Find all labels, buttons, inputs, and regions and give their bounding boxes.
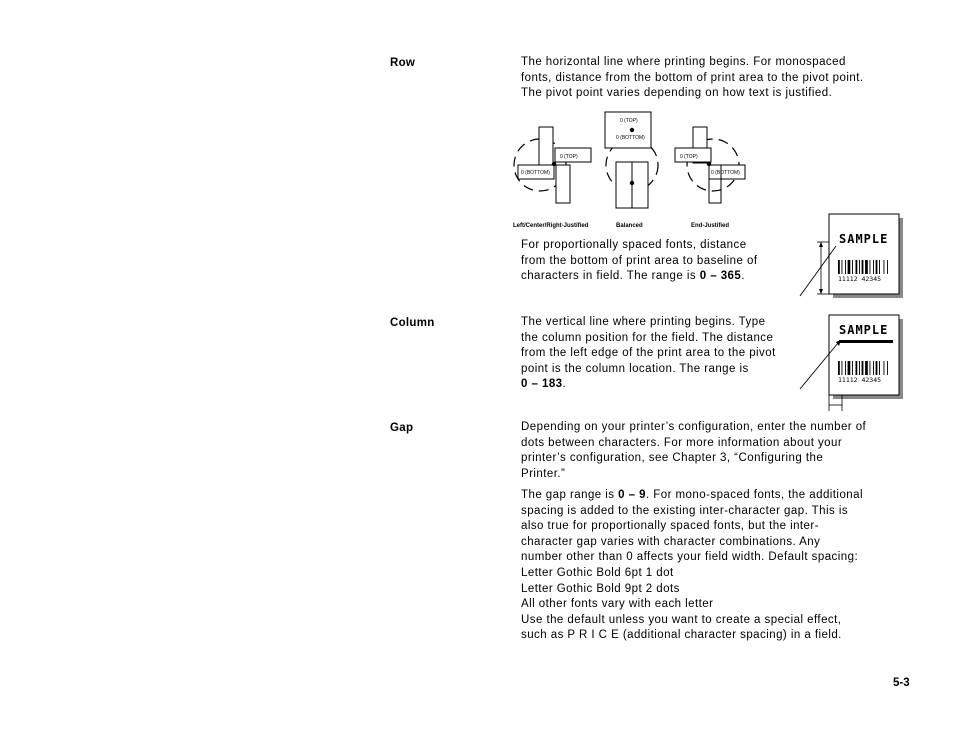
barcode-bar: [870, 260, 871, 274]
gap-line: Depending on your printer’s configuration, enter the number of: [521, 421, 867, 433]
row-prop-line: For proportionally spaced fonts, distance: [521, 239, 747, 251]
column-description: [521, 315, 776, 393]
barcode-bar: [876, 260, 878, 274]
gap-description-2: [521, 488, 863, 644]
barcode-bar: [842, 260, 843, 274]
gap-line: Printer.”: [521, 467, 566, 480]
balanced-figure: [605, 112, 658, 229]
barcode-bar: [873, 361, 874, 375]
barcode-bar: [876, 361, 878, 375]
gap-line: printer’s configuration, see Chapter 3, “Configuring the: [521, 452, 824, 465]
gap-range: 0 – 9: [618, 489, 646, 501]
barcode-bar: [859, 361, 860, 375]
row-proportional-description: [521, 238, 758, 285]
diagram-label-top: 0 (TOP): [560, 154, 578, 160]
caption-left: Left/Center/Right-Justified: [513, 223, 589, 229]
barcode-bar: [842, 361, 843, 375]
row-desc-line: fonts, distance from the bottom of print area to the pivot point.: [521, 71, 864, 84]
column-desc-line: point is the column location. The range is: [521, 362, 749, 375]
sample-title: SAMPLE: [839, 232, 889, 246]
svg-text:SAMPLE: SAMPLE: [839, 323, 889, 337]
barcode-number: 11112 42345: [838, 275, 882, 283]
barcode-bar: [865, 361, 868, 375]
barcode-bar: [848, 260, 851, 274]
sample-label-row: [796, 212, 906, 300]
column-desc-line: the column position for the field. The distance: [521, 331, 774, 344]
caption-middle: Balanced: [616, 223, 643, 229]
caption-right: End-Justified: [691, 223, 730, 229]
row-range: 0 – 365: [699, 270, 742, 283]
barcode-bar: [887, 361, 888, 375]
gap-line: Letter Gothic Bold 9pt 2 dots: [521, 582, 680, 595]
barcode-bar: [870, 361, 871, 375]
barcode-bar: [838, 361, 840, 375]
column-desc-line: from the left edge of the print area to the pivot: [521, 347, 776, 360]
gap-line: dots between characters. For more information about your: [521, 436, 843, 449]
barcode-bar: [879, 361, 880, 375]
row-prop-line: characters in field. The range is 0 – 365.: [521, 270, 745, 283]
gap-line: such as P R I C E (additional character spacing) in a field.: [521, 629, 842, 642]
term-row: Row: [390, 57, 416, 69]
barcode-bar: [845, 361, 846, 375]
gap-line: spacing is added to the existing inter-character gap. This is: [521, 504, 849, 517]
gap-line: The gap range is 0 – 9. For mono-spaced fonts, the additional: [521, 489, 863, 501]
barcode-bar: [856, 260, 858, 274]
gap-line: Use the default unless you want to create a special effect,: [521, 613, 842, 626]
gap-line: also true for proportionally spaced fonts, but the inter-: [521, 520, 819, 533]
row-prop-line: from the bottom of print area to baseline of: [521, 254, 758, 267]
gap-line: character gap varies with character combinations. Any: [521, 535, 821, 548]
column-desc-line: The vertical line where printing begins. Type: [521, 316, 766, 328]
svg-text:0 (BOTTOM): 0 (BOTTOM): [711, 170, 740, 176]
barcode-bar: [856, 361, 858, 375]
barcode-bar: [852, 260, 853, 274]
barcode-bar: [845, 260, 846, 274]
gap-line: Letter Gothic Bold 6pt 1 dot: [521, 566, 674, 579]
term-column: Column: [390, 317, 435, 329]
barcode-bar: [873, 260, 874, 274]
barcode-bar: [859, 260, 860, 274]
barcode-bar: [838, 260, 840, 274]
barcode-bar: [884, 260, 885, 274]
barcode-bar: [887, 260, 888, 274]
svg-text:0 (TOP): 0 (TOP): [680, 154, 698, 160]
row-desc-line: The horizontal line where printing begins. For monospaced: [521, 56, 846, 68]
left-justified-figure: [513, 127, 591, 229]
svg-text:0 (BOTTOM): 0 (BOTTOM): [616, 135, 645, 141]
svg-text:0 (TOP): 0 (TOP): [620, 118, 638, 124]
gap-line: All other fonts vary with each letter: [521, 598, 714, 611]
barcode-bar: [862, 260, 864, 274]
page-number: 5-3: [893, 677, 910, 689]
barcode-bar: [865, 260, 868, 274]
column-range: 0 – 183: [521, 378, 563, 391]
barcode-bar: [852, 361, 853, 375]
barcode-bar: [862, 361, 864, 375]
barcode-bar: [879, 260, 880, 274]
end-justified-figure: [675, 127, 745, 229]
diagram-label-bottom: 0 (BOTTOM): [521, 170, 550, 176]
row-desc-line: The pivot point varies depending on how text is justified.: [521, 87, 833, 100]
sample-label-column: [796, 313, 906, 413]
barcode-bar: [884, 361, 885, 375]
row-description: [521, 55, 863, 102]
barcode-bar: [848, 361, 851, 375]
term-gap: Gap: [390, 422, 414, 434]
column-desc-line: 0 – 183.: [521, 378, 567, 391]
justification-diagram: [510, 108, 760, 234]
barcode-number: 11112 42345: [838, 376, 882, 384]
gap-line: number other than 0 affects your field width. Default spacing:: [521, 551, 859, 564]
gap-description-1: [521, 420, 866, 482]
